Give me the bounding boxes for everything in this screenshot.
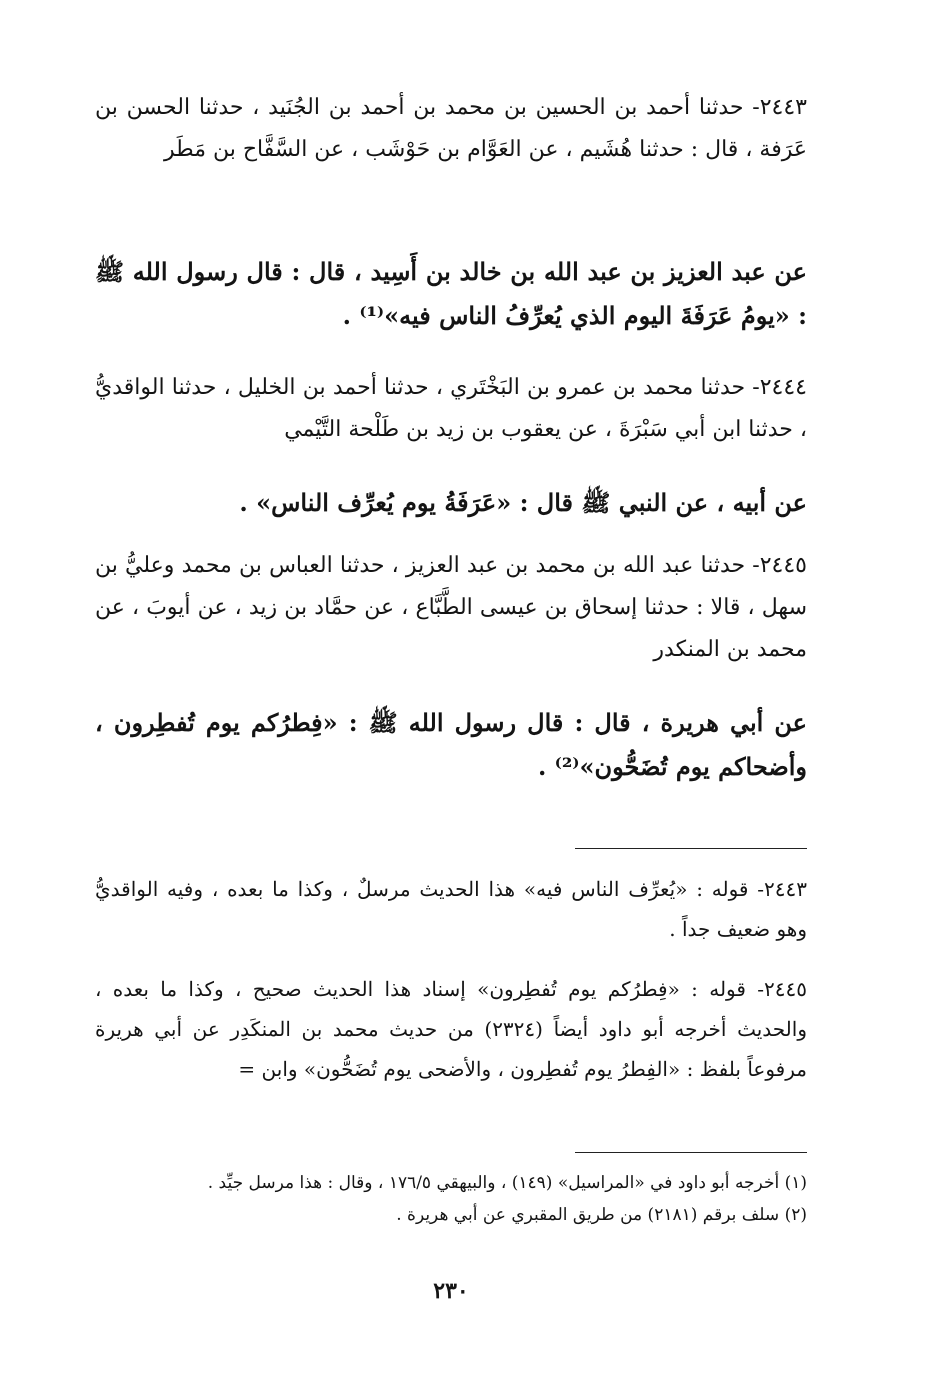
page-number: ٢٣٠ [433,1278,469,1304]
hadith-2443-isnad: ٢٤٤٣- حدثنا أحمد بن الحسين بن محمد بن أحمد بن الجُنَيد ، حدثنا الحسن بن عَرَفة ، قال : حدثنا هُشَيم ، عن العَوَّام بن حَوْشَب ، عن السَّفَّاح بن مَطَر [95,95,807,162]
hadith-2444-matn: عن أبيه ، عن النبي ﷺ قال : «عَرَفَةُ يوم يُعرِّف الناس» . [239,488,807,517]
hadith-2444-isnad: ٢٤٤٤- حدثنا محمد بن عمرو بن البَخْتَري ، حدثنا أحمد بن الخليل ، حدثنا الواقديُّ ، حدثنا ابن أبي سَبْرَةَ ، عن يعقوب بن زيد بن طَلْحة التَّيْمي [95,375,807,442]
hadith-2443-matn: عن عبد العزيز بن عبد الله بن خالد بن أَسِيد ، قال : قال رسول الله ﷺ : «يومُ عَرَفَةَ اليوم الذي يُعرِّفُ الناس فيه»⁽¹⁾ . [95,257,807,330]
hadith-2445-isnad: ٢٤٤٥- حدثنا عبد الله بن محمد بن عبد العزيز ، حدثنا العباس بن محمد وعليُّ بن سهل ، قالا : حدثنا إسحاق بن عيسى الطَّبَّاع ، عن حمَّاد بن زيد ، عن أيوبَ ، عن محمد بن المنكدر [95,553,807,662]
footnote-1: (١) أخرجه أبو داود في «المراسيل» (١٤٩) ، والبيهقي ١٧٦/٥ ، وقال : هذا مرسل جيِّد . [207,1173,807,1193]
commentary-2445: ٢٤٤٥- قوله : «فِطرُكم يوم تُفطِرون» إسناد هذا الحديث صحيح ، وكذا ما بعده ، والحديث أخرجه أبو داود أيضاً (٢٣٢٤) من حديث محمد بن المنكَدِر عن أبي هريرة مرفوعاً بلفظ : «الفِطرُ يوم تُفطِرون ، والأضحى يوم تُضَحُّون» وابن = [95,977,807,1081]
footnote-separator [575,1152,807,1153]
document-page [95,85,807,1325]
commentary-2443: ٢٤٤٣- قوله : «يُعرِّف الناس فيه» هذا الحديث مرسلٌ ، وكذا ما بعده ، وفيه الواقديُّ وهو ضعيف جداً . [95,877,807,941]
commentary-separator [575,848,807,849]
footnote-2: (٢) سلف برقم (٢١٨١) من طريق المقبري عن أبي هريرة . [396,1205,807,1225]
hadith-2445-matn: عن أبي هريرة ، قال : قال رسول الله ﷺ : «فِطرُكم يوم تُفطِرون ، وأضحاكم يوم تُضَحُّون»⁽²⁾ . [95,708,807,781]
